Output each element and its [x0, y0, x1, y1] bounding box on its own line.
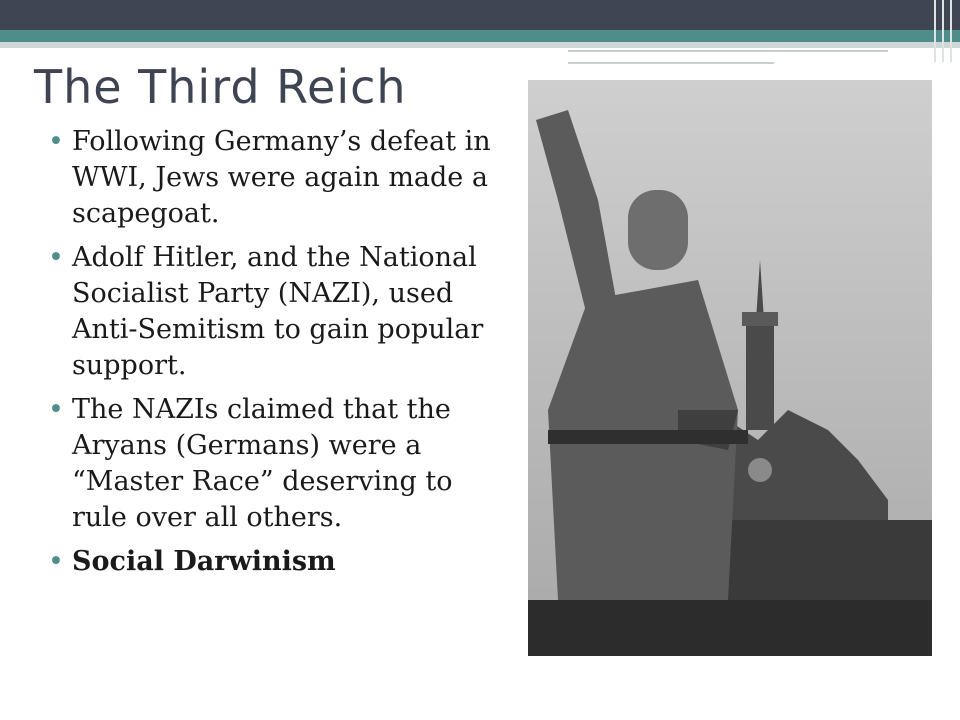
decorative-line [568, 62, 774, 64]
slide-title: The Third Reich [34, 60, 407, 114]
top-light-bar [0, 42, 960, 48]
bullet-text-bold: Social Darwinism [72, 546, 336, 577]
top-dark-bar [0, 0, 960, 30]
decorative-line [568, 50, 888, 52]
bullet-item [44, 392, 514, 536]
bullet-item [44, 124, 514, 232]
bullet-text: The NAZIs claimed that the Aryans (Germans) were a “Master Race” deserving to rule over all others. [72, 394, 453, 533]
bullet-item [44, 240, 514, 384]
bullet-list [44, 124, 514, 588]
historical-photo [528, 80, 932, 656]
crowd-silhouette [528, 600, 932, 656]
bullet-dot-icon: • [48, 242, 64, 273]
bullet-dot-icon: • [48, 394, 64, 425]
bullet-dot-icon: • [48, 546, 64, 577]
bullet-text: Adolf Hitler, and the National Socialist Party (NAZI), used Anti-Semitism to gain popular support. [72, 242, 484, 381]
bullet-dot-icon: • [48, 126, 64, 157]
bullet-item [44, 544, 514, 580]
top-teal-bar [0, 30, 960, 42]
photo-illustration [528, 80, 932, 656]
bullet-text: Following Germany’s defeat in WWI, Jews were again made a scapegoat. [72, 126, 491, 229]
decorative-stripes [930, 0, 960, 62]
